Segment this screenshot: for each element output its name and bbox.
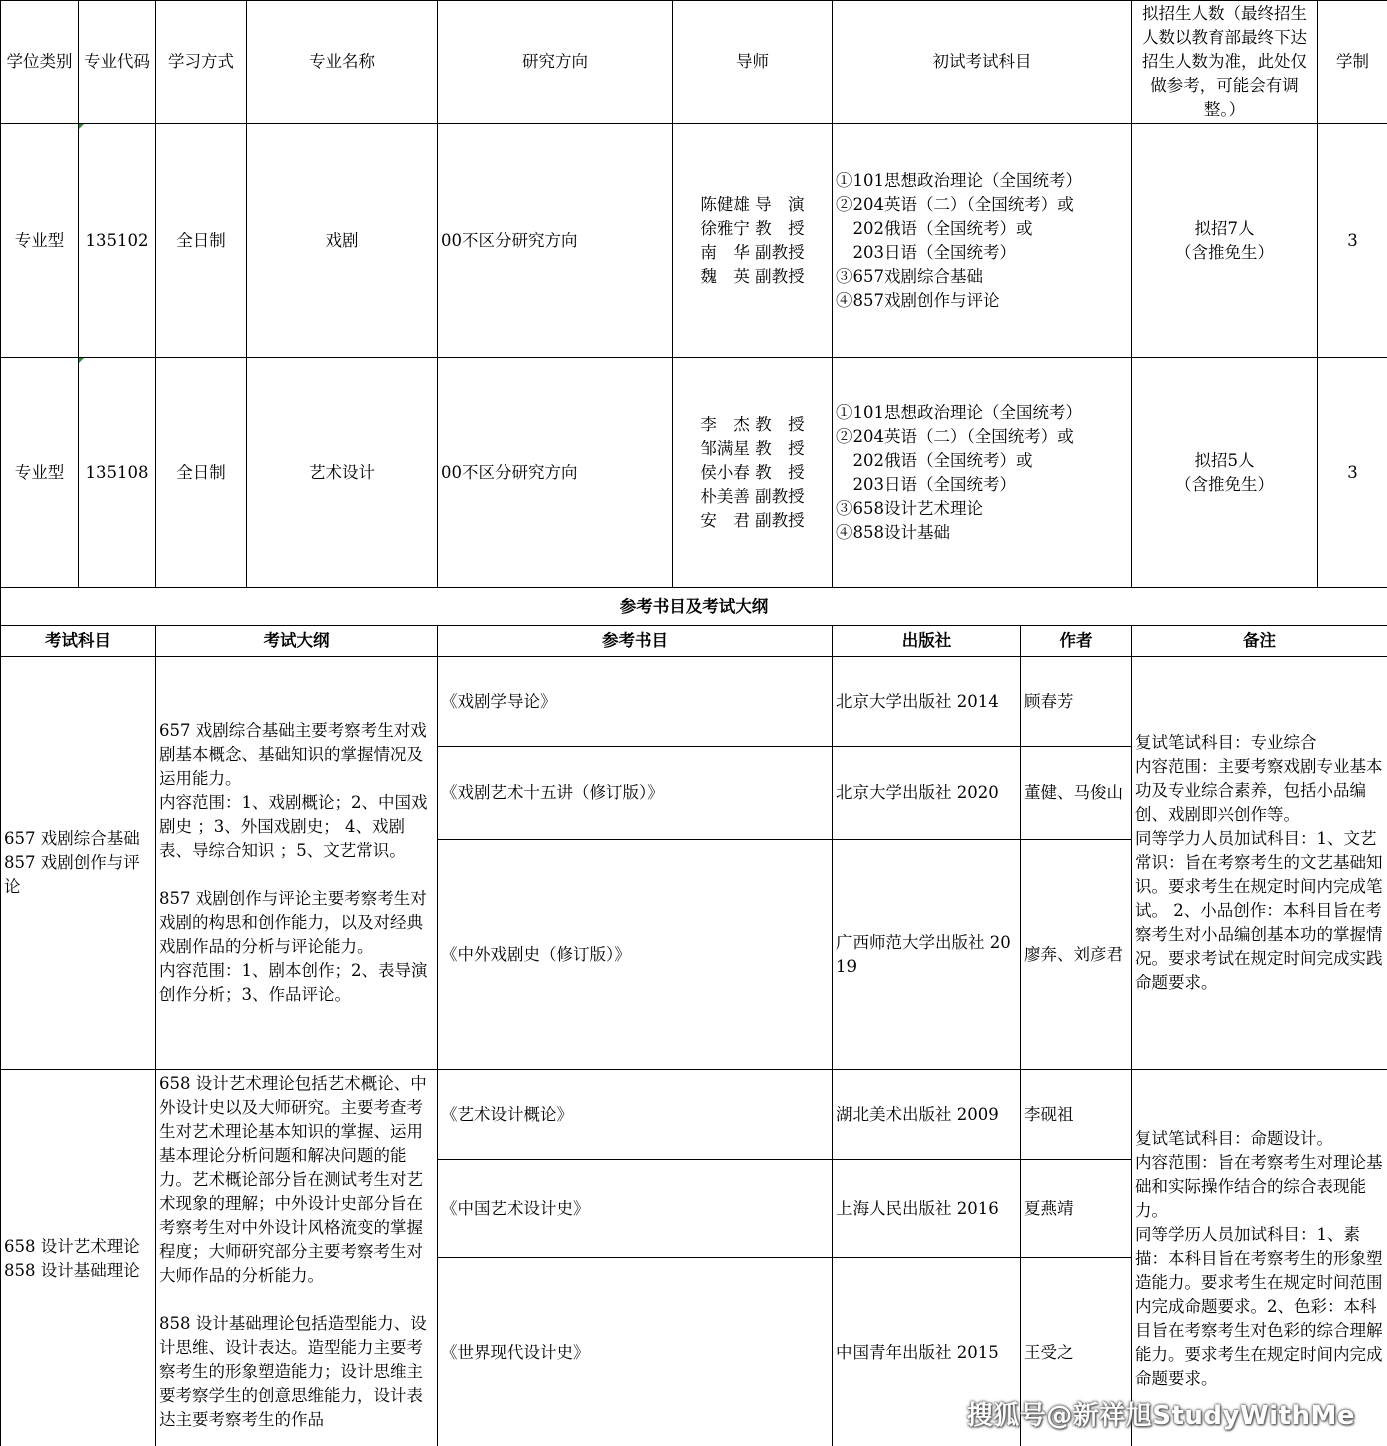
study-mode-cell: 全日制: [156, 124, 247, 358]
duration-cell: 3: [1318, 358, 1387, 588]
author-cell: 王受之: [1021, 1258, 1132, 1446]
major-cell: 艺术设计: [247, 358, 438, 588]
reference-row: [1, 657, 1387, 747]
header-notes: 备注: [1132, 626, 1387, 657]
author-cell: 夏燕靖: [1021, 1160, 1132, 1258]
publisher-cell: 广西师范大学出版社 2019: [833, 840, 1021, 1070]
degree-type-cell: 专业型: [1, 358, 79, 588]
exam-subjects-cell: ①101思想政治理论（全国统考） ②204英语（二）（全国统考）或 202俄语（全国统考）或 203日语（全国统考） ③657戏剧综合基础 ④857戏剧创作与评论: [833, 124, 1132, 358]
header-publisher: 出版社: [833, 626, 1021, 657]
reference-header-row: [1, 626, 1387, 657]
outline-cell: 658 设计艺术理论包括艺术概论、中外设计史以及大师研究。主要考查考生对艺术理论基本知识的掌握、运用基本理论分析问题和解决问题的能力。艺术概论部分旨在测试考生对艺术现象的理解；中外设计史部分旨在考察考生对中外设计风格流变的掌握程度；大师研究部分主要考察考生对大师作品的分析能力。 858 设计基础理论包括造型能力、设计思维、设计表达。造型能力主要考察考生的形象塑造能力；设计思维主要考察学生的创意思维能力，设计表达主要考察考生的作品: [156, 1070, 438, 1446]
header-study-mode: 学习方式: [156, 1, 247, 124]
header-subject: 考试科目: [1, 626, 156, 657]
direction-cell: 00不区分研究方向: [438, 358, 673, 588]
code-cell: 135108: [79, 358, 156, 588]
book-title-cell: 《戏剧艺术十五讲（修订版）》: [438, 747, 833, 840]
tutors-cell: 陈健雄 导 演 徐雅宁 教 授 南 华 副教授 魏 英 副教授: [673, 124, 833, 358]
book-title-cell: 《戏剧学导论》: [438, 657, 833, 747]
header-books: 参考书目: [438, 626, 833, 657]
subject-cell: 658 设计艺术理论 858 设计基础理论: [1, 1070, 156, 1446]
subject-cell: 657 戏剧综合基础 857 戏剧创作与评论: [1, 657, 156, 1070]
book-title-cell: 《中国艺术设计史》: [438, 1160, 833, 1258]
watermark: 搜狐号@新祥旭StudyWithMe: [966, 1401, 1355, 1431]
header-outline: 考试大纲: [156, 626, 438, 657]
section-title: 参考书目及考试大纲: [1, 588, 1387, 626]
cell-comment-marker: [79, 358, 84, 363]
notes-cell: 复试笔试科目：命题设计。 内容范围：旨在考察考生对理论基础和实际操作结合的综合表现能力。 同等学历人员加试科目：1、素描：本科目旨在考察考生的形象塑造能力。要求考生在规定时间范围内完成命题要求。2、色彩：本科目旨在考察考生对色彩的综合理解能力。要求考生在规定时间内完成命题要求。: [1132, 1070, 1387, 1446]
degree-type-cell: 专业型: [1, 124, 79, 358]
header-author: 作者: [1021, 626, 1132, 657]
header-code: 专业代码: [79, 1, 156, 124]
program-row: [1, 124, 1387, 358]
study-mode-cell: 全日制: [156, 358, 247, 588]
publisher-cell: 北京大学出版社 2020: [833, 747, 1021, 840]
author-cell: 董健、马俊山: [1021, 747, 1132, 840]
quota-cell: 拟招5人 （含推免生）: [1132, 358, 1318, 588]
reference-row: [1, 1070, 1387, 1160]
tutors-cell: 李 杰 教 授 邹满星 教 授 侯小春 教 授 朴美善 副教授 安 君 副教授: [673, 358, 833, 588]
author-cell: 顾春芳: [1021, 657, 1132, 747]
direction-cell: 00不区分研究方向: [438, 124, 673, 358]
major-cell: 戏剧: [247, 124, 438, 358]
duration-cell: 3: [1318, 124, 1387, 358]
publisher-cell: 北京大学出版社 2014: [833, 657, 1021, 747]
reference-table: [0, 587, 1387, 1446]
program-table: [0, 0, 1387, 588]
outline-cell: 657 戏剧综合基础主要考察考生对戏剧基本概念、基础知识的掌握情况及运用能力。 内容范围：1、戏剧概论；2、中国戏剧史 ；3、外国戏剧史； 4、戏剧表、导综合知识 ；5、文艺常识。 857 戏剧创作与评论主要考察考生对戏剧的构思和创作能力，以及对经典戏剧作品的分析与评论能力。 内容范围：1、剧本创作；2、表导演创作分析；3、作品评论。: [156, 657, 438, 1070]
header-exam-subjects: 初试考试科目: [833, 1, 1132, 124]
publisher-cell: 湖北美术出版社 2009: [833, 1070, 1021, 1160]
program-header-row: [1, 1, 1387, 124]
section-title-row: [1, 588, 1387, 626]
notes-cell: 复试笔试科目：专业综合 内容范围：主要考察戏剧专业基本功及专业综合素养，包括小品编创、戏剧即兴创作等。 同等学力人员加试科目：1、文艺常识：旨在考察考生的文艺基础知识。要求考生在规定时间内完成笔试。 2、小品创作：本科目旨在考察考生对小品编创基本功的掌握情况。要求考试在规定时间完成实践命题要求。: [1132, 657, 1387, 1070]
book-title-cell: 《中外戏剧史（修订版）》: [438, 840, 833, 1070]
code-cell: 135102: [79, 124, 156, 358]
exam-subjects-cell: ①101思想政治理论（全国统考） ②204英语（二）（全国统考）或 202俄语（全国统考）或 203日语（全国统考） ③658设计艺术理论 ④858设计基础: [833, 358, 1132, 588]
program-row: [1, 358, 1387, 588]
quota-cell: 拟招7人 （含推免生）: [1132, 124, 1318, 358]
publisher-cell: 中国青年出版社 2015: [833, 1258, 1021, 1446]
header-tutors: 导师: [673, 1, 833, 124]
header-major: 专业名称: [247, 1, 438, 124]
header-direction: 研究方向: [438, 1, 673, 124]
header-quota: 拟招生人数（最终招生人数以教育部最终下达招生人数为准，此处仅做参考，可能会有调整。）: [1132, 1, 1318, 124]
header-degree-type: 学位类别: [1, 1, 79, 124]
book-title-cell: 《世界现代设计史》: [438, 1258, 833, 1446]
cell-comment-marker: [79, 124, 84, 129]
author-cell: 廖奔、刘彦君: [1021, 840, 1132, 1070]
author-cell: 李砚祖: [1021, 1070, 1132, 1160]
header-duration: 学制: [1318, 1, 1387, 124]
book-title-cell: 《艺术设计概论》: [438, 1070, 833, 1160]
publisher-cell: 上海人民出版社 2016: [833, 1160, 1021, 1258]
